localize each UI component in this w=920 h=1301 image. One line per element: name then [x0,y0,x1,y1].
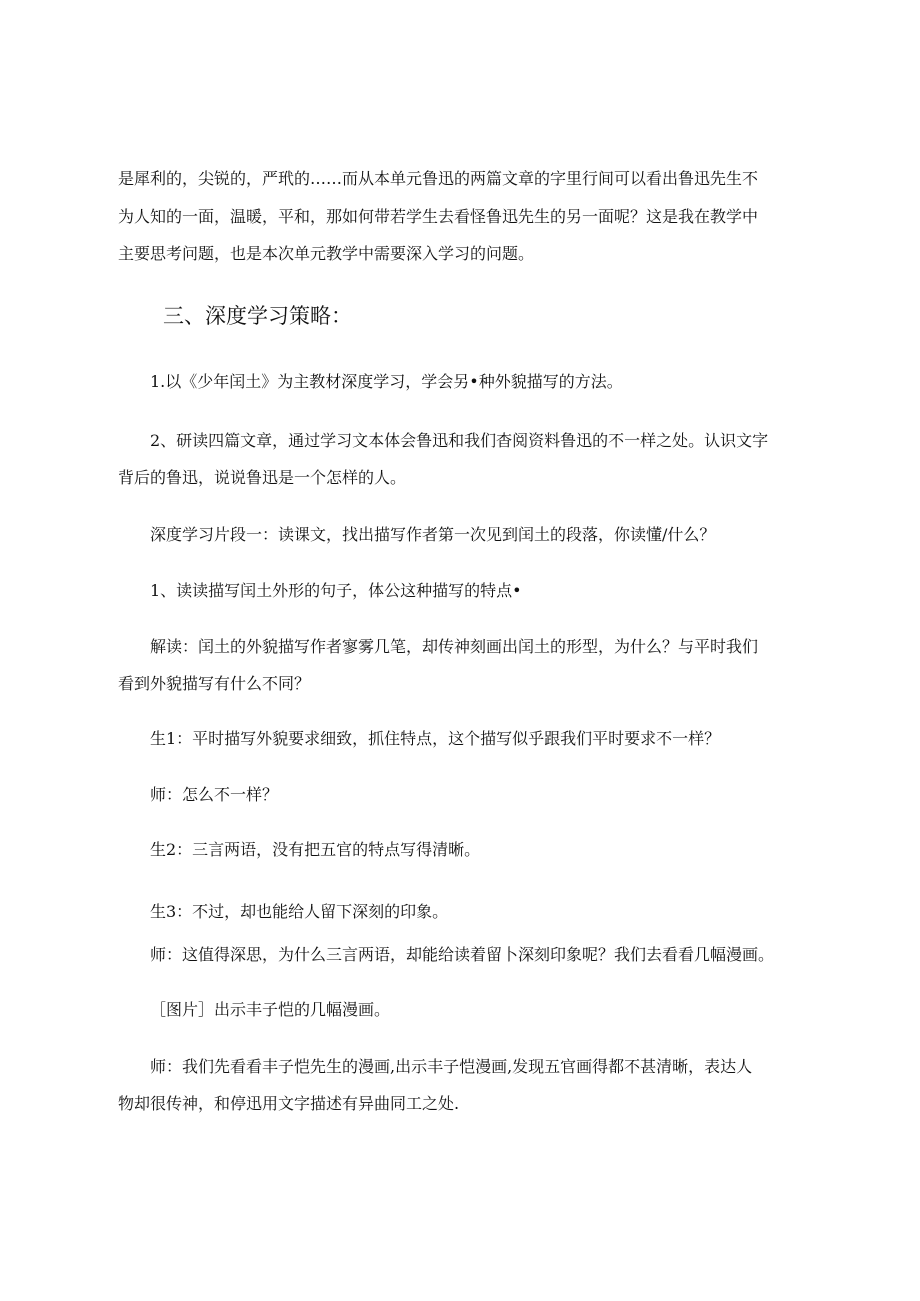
student-1: 生1：平时描写外貌要求细致，抓住特点，这个描写似乎跟我们平时要求不一样？ [150,729,721,748]
teacher-3-line-2: 物却很传神，和停迅用文字描述有异曲同工之处. [118,1094,460,1113]
strategy-2-line-1: 2、研读四篇文章，通过学习文本体会鲁迅和我们杳阅资料鲁迅的不一样之处。认识文字 [150,431,769,450]
segment-1: 深度学习片段一：读课文，找出描写作者第一次见到闰土的段落，你读懂/什么？ [150,525,716,544]
interpretation-line-1: 解读：闰土的外貌描写作者寥雾几笔，却传神刻画出闰土的形型，为什么？与平时我们 [150,637,759,656]
teacher-2: 师：这值得深思，为什么三言两语，却能给读着留卜深刻印象呢？我们去看看几幅漫画。 [150,945,775,964]
student-3: 生3：不过，却也能给人留下深刻的印象。 [150,902,449,921]
teacher-1: 师：怎么不一样？ [150,785,279,804]
intro-line-1: 是犀利的，尖锐的，严玳的……而从本单元鲁迅的两篇文章的字里行间可以看出鲁迅先生不 [118,169,759,188]
interpretation-line-2: 看到外貌描写有什么不同？ [118,674,311,693]
intro-line-3: 主要思考问题，也是本次单元教学中需要深入学习的问题。 [118,244,535,263]
student-2: 生2：三言两语，没有把五官的特点写得清晰。 [150,840,481,859]
teacher-3-line-1: 师：我们先看看丰子恺先生的漫画,出示丰子恺漫画,发现五官画得都不甚清晰，表达人 [150,1057,753,1076]
strategy-2-line-2: 背后的鲁迅，说说鲁迅是一个怎样的人。 [118,468,407,487]
intro-line-2: 为人知的一面，温暖，平和，那如何带若学生去看怪鲁迅先生的另一面呢？这是我在教学中 [118,207,759,226]
picture-note: ［图片］出示丰子恺的几幅漫画。 [150,1000,391,1019]
strategy-1: 1.以《少年闰土》为主教材深度学习，学会另•种外貌描写的方法。 [150,372,623,391]
task-1: 1、读读描写闰土外形的句子，体公这种描写的特点• [150,581,522,600]
section-heading: 三、深度学习策略： [163,304,352,328]
